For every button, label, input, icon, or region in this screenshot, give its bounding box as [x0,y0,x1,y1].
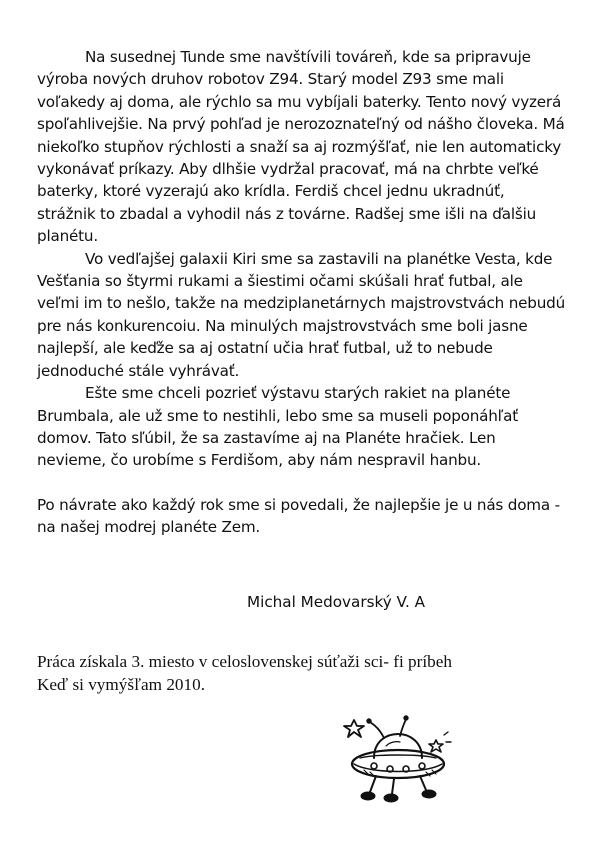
award-note-line: Práca získala 3. miesto v celoslovenskej súťaži sci- fi príbeh [37,652,452,671]
award-note [37,650,577,696]
story-paragraph: Vo vedľajšej galaxii Kiri sme sa zastavili na planétke Vesta, kde Vešťania so štyrmi rukami a šiestimi očami skúšali hrať futbal, ale veľmi im to nešlo, takže na medziplanetárnych majstrovstvách nebudú pre nás konkurencoiu. Na minulých majstrovstvách sme boli jasne najlepší, ale keďže sa aj ostatní učia hrať futbal, už to nebude jednoduché stále vyhrávať. [37,249,566,380]
story-paragraph: Na susednej Tunde sme navštívili továreň, kde sa pripravuje výroba nových druhov robotov Z94. Starý model Z93 sme mali voľakedy aj doma, ale rýchlo sa mu vybíjali baterky. Tento nový vyzerá spoľahlivejšie. Na prvý pohľad je nerozoznateľný od nášho človeka. Má niekoľko stupňov rýchlosti a snaží sa aj rozmýšľať, nie len automaticky vykonávať príkazy. Aby dlhšie vydržal pracovať, má na chrbte veľké baterky, ktoré vyzerajú ako krídla. Ferdiš chcel jednu ukradnúť, strážnik to zbadal a vyhodil nás z továrne. Radšej sme išli na ďalšiu planétu. [37,48,565,246]
ufo-icon [340,712,460,812]
author-signature: Michal Medovarský V. A [247,593,426,611]
story-closing-paragraph: Po návrate ako každý rok sme si povedali, že najlepšie je u nás doma - na našej modrej planéte Zem. [37,495,560,537]
story-paragraph: Ešte sme chceli pozrieť výstavu starých rakiet na planéte Brumbala, ale už sme to nestihli, lebo sme sa museli poponáhľať domov. Tato sľúbil, že sa zastavíme aj na Planéte hračiek. Len nevieme, čo urobíme s Ferdišom, aby nám nespravil hanbu. [37,384,519,470]
award-note-line: Keď si vymýšľam 2010. [37,675,205,694]
story-text [37,46,567,539]
